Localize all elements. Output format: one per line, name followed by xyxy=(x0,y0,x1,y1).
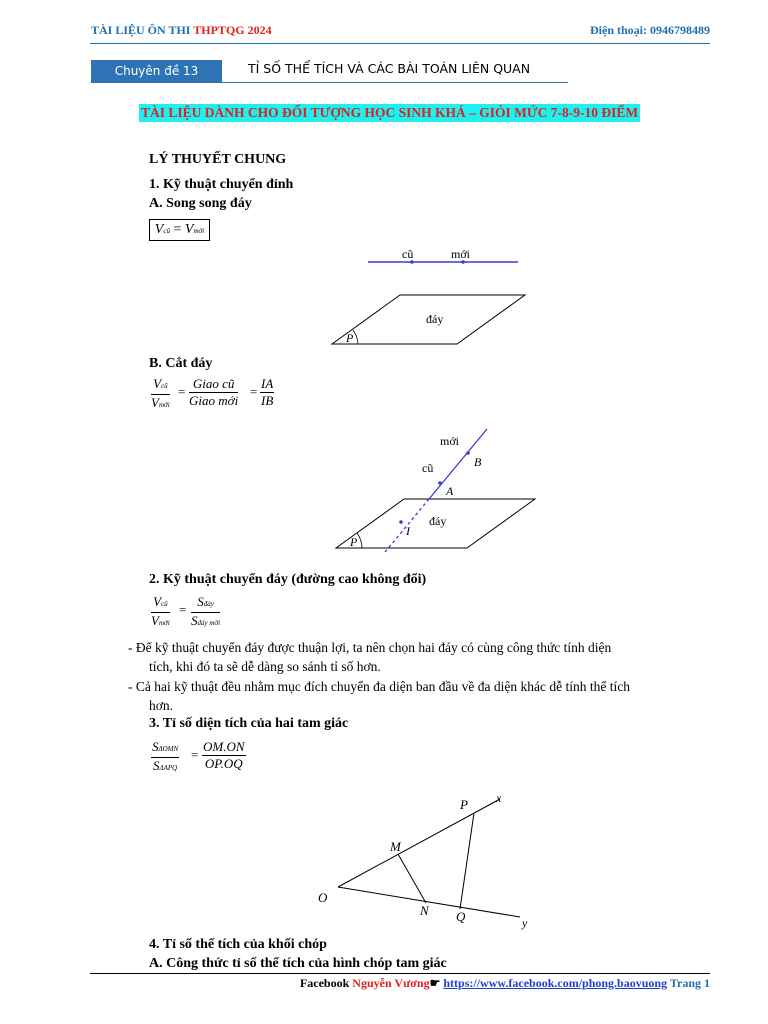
subsection-1b-heading: B. Cắt đáy xyxy=(149,356,213,371)
footer-author-name: Nguyễn Vương xyxy=(352,976,430,990)
label-O: O xyxy=(318,890,328,905)
bullet-1-line-1: - Để kỹ thuật chuyển đáy được thuận lợi, ta nên chọn hai đáy có cùng công thức tính diện xyxy=(128,640,612,655)
point-I xyxy=(399,520,403,524)
header-divider xyxy=(90,43,710,44)
topic-title: TỈ SỐ THỂ TÍCH VÀ CÁC BÀI TOÁN LIÊN QUAN xyxy=(248,61,531,76)
label-A: A xyxy=(446,484,454,498)
header-title xyxy=(91,23,272,38)
fraction-area-triangle xyxy=(151,739,179,776)
header-phone: Điện thoại: 0946798489 xyxy=(590,23,710,37)
label-P: P xyxy=(460,797,468,812)
fraction-intersection xyxy=(189,376,238,409)
frac-den-sub: đáy mới xyxy=(197,619,221,627)
topic-badge: Chuyên đề 13 xyxy=(91,60,222,82)
angle-arc xyxy=(353,330,358,344)
formula-subscript: cũ xyxy=(163,227,170,235)
figure-triangle-ratio xyxy=(310,785,540,935)
ray-Oy xyxy=(338,887,520,917)
ray-Ox xyxy=(338,799,500,887)
equals-sign: = xyxy=(191,747,199,762)
equals-sign: = xyxy=(178,384,186,399)
frac-num: V xyxy=(153,594,162,609)
frac-den: S xyxy=(191,613,198,628)
frac-den: V xyxy=(151,395,159,410)
frac-den: S xyxy=(152,758,160,773)
frac-den-sub: ΔAPQ xyxy=(159,764,178,772)
fraction-area xyxy=(191,594,220,631)
subsection-2-heading: 2. Kỹ thuật chuyển đáy (đường cao không đổi) xyxy=(149,572,427,587)
frac-den: OP.OQ xyxy=(204,756,243,771)
footer-facebook-label: Facebook xyxy=(299,976,353,990)
frac-num: V xyxy=(153,376,162,391)
formula-parallel-base xyxy=(149,219,210,241)
label-N: N xyxy=(420,903,429,918)
bullet-2-line-2: hơn. xyxy=(149,698,174,713)
label-M: M xyxy=(390,839,401,854)
bullet-1-line-2: tích, khi đó ta sẽ dễ dàng so sánh tỉ số hơn. xyxy=(149,659,381,674)
figure-parallel-base xyxy=(320,240,540,350)
header-title-prefix: TÀI LIỆU ÔN THI xyxy=(91,23,194,37)
label-new: mới xyxy=(451,247,471,261)
frac-num: Giao cũ xyxy=(189,376,238,393)
subsection-4-heading: 4. Tỉ số thể tích của khối chóp xyxy=(149,937,327,952)
frac-num-sub: ΔOMN xyxy=(158,745,179,753)
equals-sign: = xyxy=(179,602,187,617)
bullet-2-line-1: - Cả hai kỹ thuật đều nhằm mục đích chuyển đa diện ban đầu về đa diện khác dễ tính thể tích xyxy=(128,679,630,694)
plane-label: đáy xyxy=(426,312,444,326)
angle-arc xyxy=(357,533,362,548)
frac-den-sub: mới xyxy=(158,619,170,627)
label-I: I xyxy=(406,524,410,538)
label-new: mới xyxy=(440,434,460,448)
frac-num: S xyxy=(197,594,204,609)
label-old: cũ xyxy=(402,247,414,261)
frac-num-sub: cũ xyxy=(161,600,168,608)
subsection-1a-heading: A. Song song đáy xyxy=(149,196,252,211)
frac-num: OM.ON xyxy=(203,739,245,754)
audience-banner: TÀI LIỆU DÀNH CHO ĐỐI TƯỢNG HỌC SINH KHÁ – GIỎI MỨC 7-8-9-10 ĐIỂM xyxy=(141,105,639,120)
segment-PQ xyxy=(460,813,474,909)
subsection-3-heading: 3. Tỉ số diện tích của hai tam giác xyxy=(149,716,349,731)
subsection-4a-heading: A. Công thức tỉ số thể tích của hình chóp tam giác xyxy=(149,956,447,971)
label-old: cũ xyxy=(422,461,434,475)
fraction-segments xyxy=(202,739,246,772)
plane-label: đáy xyxy=(429,514,447,528)
formula-equals: = xyxy=(173,222,182,237)
frac-den: Giao mới xyxy=(189,393,239,408)
formula-term: V xyxy=(154,222,164,237)
frac-num: IA xyxy=(261,376,274,391)
pointing-hand-icon: ☛ xyxy=(429,976,444,990)
topic-divider xyxy=(91,82,568,83)
footer xyxy=(300,976,710,991)
section-heading: LÝ THUYẾT CHUNG xyxy=(149,152,287,167)
frac-den: IB xyxy=(261,393,274,408)
footer-facebook-link[interactable]: https://www.facebook.com/phong.baovuong xyxy=(443,976,668,990)
frac-num-sub: đáy xyxy=(203,600,214,608)
footer-page-number: Trang 1 xyxy=(667,976,710,990)
fraction-segment xyxy=(260,376,274,409)
segment-MN xyxy=(398,854,426,903)
frac-num-sub: cũ xyxy=(161,382,168,390)
header-title-highlight: THPTQG 2024 xyxy=(193,23,272,37)
footer-divider xyxy=(90,973,710,974)
label-Q: Q xyxy=(456,909,466,924)
frac-den: V xyxy=(151,613,159,628)
corner-label: P xyxy=(350,535,358,549)
frac-num: S xyxy=(152,739,159,754)
label-y: y xyxy=(522,916,528,930)
label-x: x xyxy=(496,791,502,805)
formula-subscript: mới xyxy=(193,227,205,235)
point-A xyxy=(438,481,442,485)
point-B xyxy=(466,451,470,455)
formula-term: V xyxy=(184,222,194,237)
frac-den-sub: mới xyxy=(158,401,170,409)
fraction-volume xyxy=(151,376,170,413)
subsection-1-heading: 1. Kỹ thuật chuyển đỉnh xyxy=(149,177,294,192)
label-B: B xyxy=(474,455,482,469)
corner-label: P xyxy=(346,331,354,345)
equals-sign: = xyxy=(250,384,258,399)
figure-cut-base xyxy=(330,425,540,565)
fraction-volume-2 xyxy=(151,594,170,631)
